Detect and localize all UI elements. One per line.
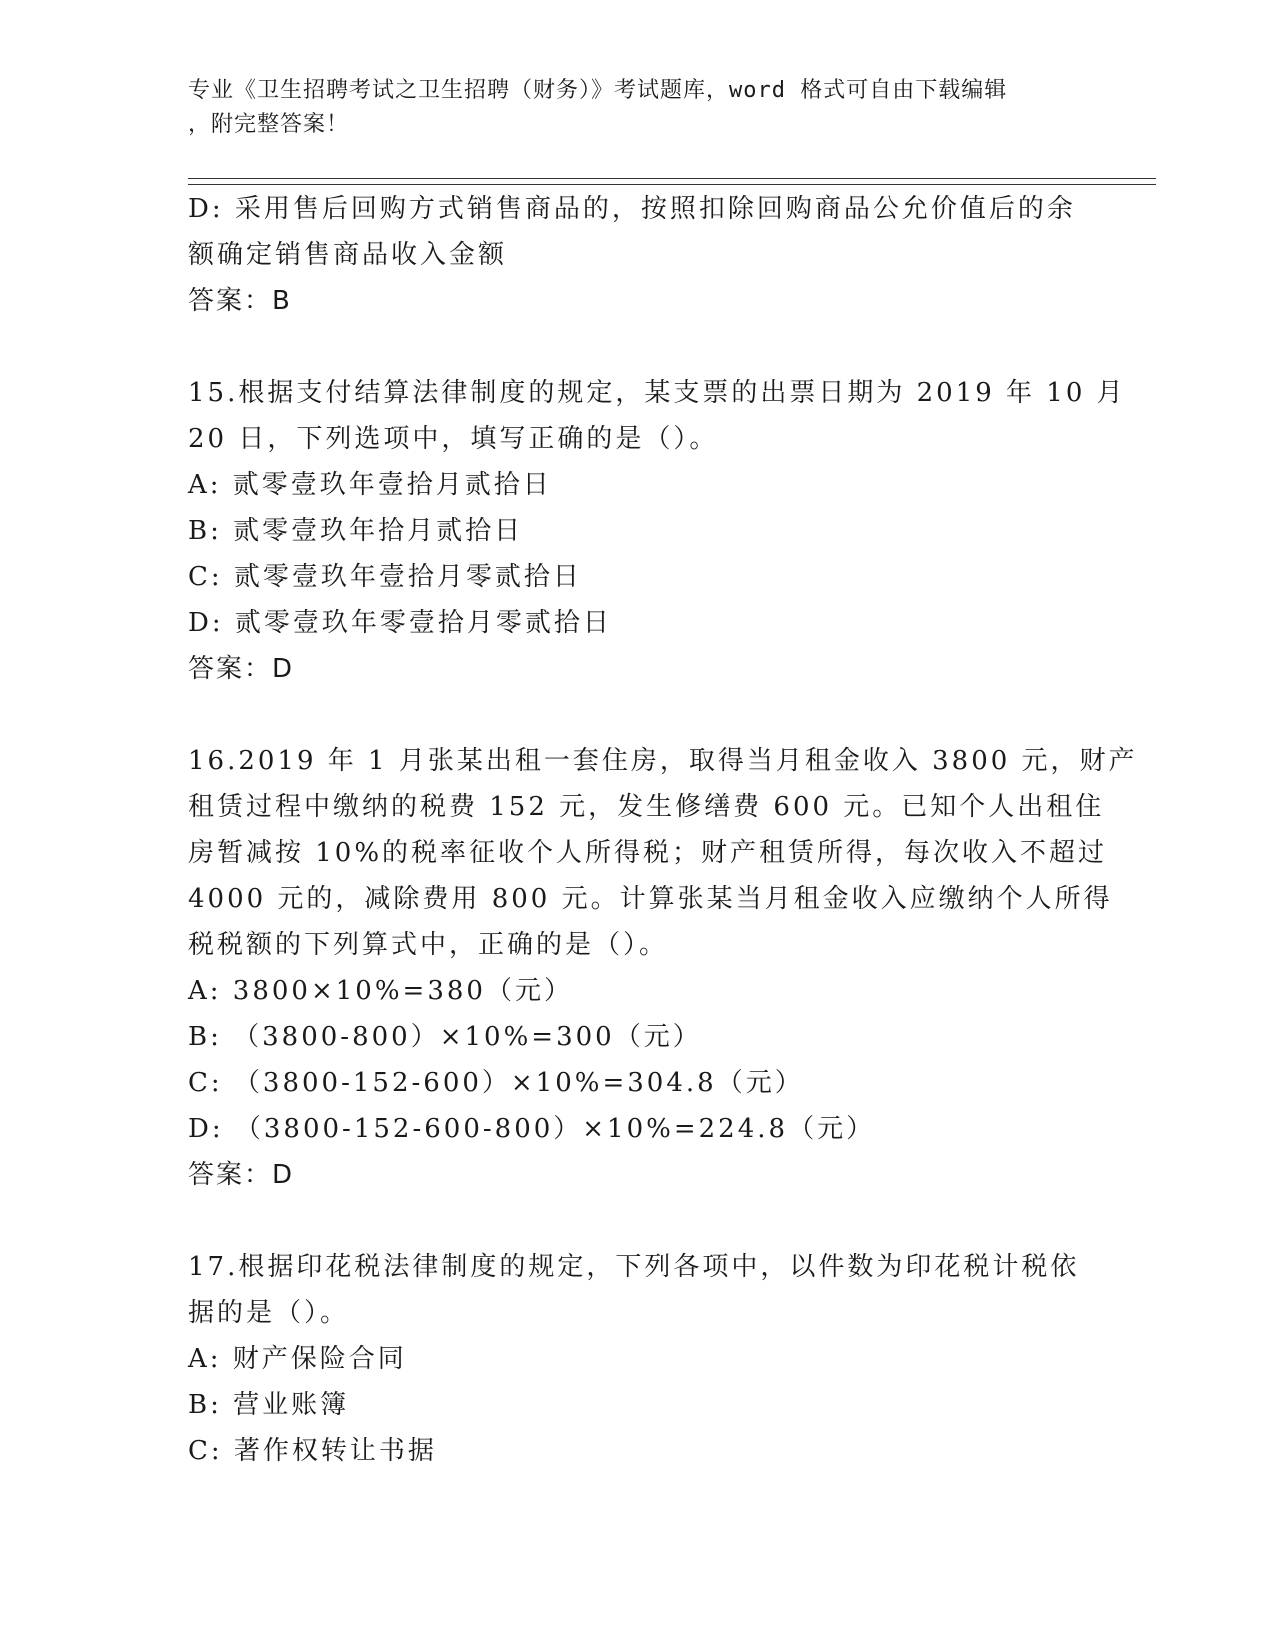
header-divider-top xyxy=(188,178,1156,179)
spacer xyxy=(188,1198,1088,1244)
question-14-tail xyxy=(188,186,1088,324)
question-text-line-4: 4000 元的，减除费用 800 元。计算张某当月租金收入应缴纳个人所得 xyxy=(188,884,1113,914)
question-text-line-5: 税税额的下列算式中，正确的是（）。 xyxy=(188,930,669,960)
question-16 xyxy=(188,738,1138,1198)
header-divider-bottom xyxy=(188,184,1156,185)
answer-label: 答案：D xyxy=(188,1160,295,1190)
option-b: B: 营业账簿 xyxy=(188,1390,350,1420)
option-c: C: （3800-152-600）×10%=304.8（元） xyxy=(188,1068,804,1098)
question-17 xyxy=(188,1244,1088,1474)
option-a: A: 3800×10%=380（元） xyxy=(188,976,573,1006)
option-b: B: （3800-800）×10%=300（元） xyxy=(188,1022,702,1052)
option-d-line-2: 额确定销售商品收入金额 xyxy=(188,240,508,270)
header-title-line-1: 专业《卫生招聘考试之卫生招聘（财务）》考试题库，word 格式可自由下载编辑 xyxy=(188,78,1008,103)
option-d: D: （3800-152-600-800）×10%=224.8（元） xyxy=(188,1114,876,1144)
spacer xyxy=(188,692,1088,738)
document-header xyxy=(188,74,1068,142)
answer-label: 答案：B xyxy=(188,286,292,316)
question-text-line-1: 17.根据印花税法律制度的规定，下列各项中，以件数为印花税计税依 xyxy=(188,1252,1080,1282)
question-text-line-2: 租赁过程中缴纳的税费 152 元，发生修缮费 600 元。已知个人出租住 xyxy=(188,792,1105,822)
answer-label: 答案：D xyxy=(188,654,295,684)
question-text-line-2: 据的是（）。 xyxy=(188,1298,350,1328)
option-c: C: 贰零壹玖年壹拾月零贰拾日 xyxy=(188,562,582,592)
option-a: A: 财产保险合同 xyxy=(188,1344,407,1374)
question-list xyxy=(188,186,1138,1474)
question-15 xyxy=(188,370,1126,692)
option-c: C: 著作权转让书据 xyxy=(188,1436,437,1466)
option-b: B: 贰零壹玖年拾月贰拾日 xyxy=(188,516,524,546)
option-d: D: 贰零壹玖年零壹拾月零贰拾日 xyxy=(188,608,612,638)
header-title-line-2: ，附完整答案！ xyxy=(188,112,350,137)
question-text-line-3: 房暂减按 10%的税率征收个人所得税；财产租赁所得，每次收入不超过 xyxy=(188,838,1108,868)
spacer xyxy=(188,324,1088,370)
question-text-line-1: 16.2019 年 1 月张某出租一套住房，取得当月租金收入 3800 元，财产 xyxy=(188,746,1138,776)
question-text-line-2: 20 日，下列选项中，填写正确的是（）。 xyxy=(188,424,719,454)
question-text-line-1: 15.根据支付结算法律制度的规定，某支票的出票日期为 2019 年 10 月 xyxy=(188,378,1126,408)
option-a: A: 贰零壹玖年壹拾月贰拾日 xyxy=(188,470,552,500)
option-d-line-1: D: 采用售后回购方式销售商品的，按照扣除回购商品公允价值后的余 xyxy=(188,194,1076,224)
